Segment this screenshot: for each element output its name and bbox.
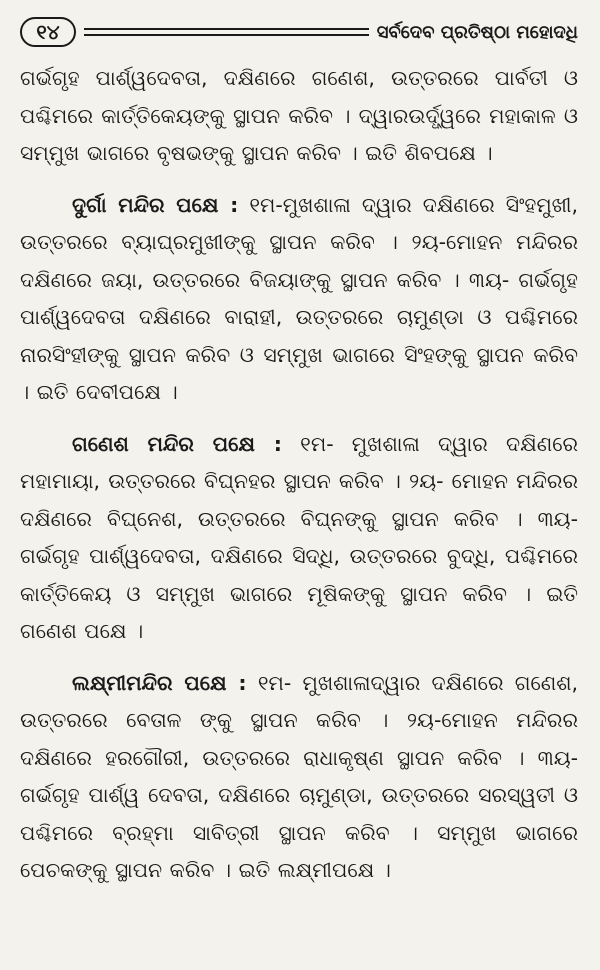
running-title: ସର୍ବଦେବ ପ୍ରତିଷ୍ଠା ମହୋଦଧି — [376, 21, 578, 43]
paragraph-heading: ଲକ୍ଷ୍ମୀମନ୍ଦିର ପକ୍ଷେ : — [72, 670, 247, 695]
paragraph-ganesha-temple — [20, 426, 578, 651]
paragraph-lakshmi-temple — [20, 665, 578, 890]
paragraph-durga-temple — [20, 187, 578, 412]
paragraph-shiva-continued — [20, 60, 578, 173]
paragraph-text: ୧ମ-ମୁଖଶାଳା ଦ୍ୱାର ଦକ୍ଷିଣରେ ସିଂହମୁଖୀ, ଉତ୍ତରରେ ବ୍ୟାଘ୍ରମୁଖୀଙ୍କୁ ସ୍ଥାପନ କରିବ । ୨ୟ-ମୋହନ ମନ୍ଦିରର ଦକ୍ଷିଣରେ ଜୟା, ଉତ୍ତରରେ ବିଜୟାଙ୍କୁ ସ୍ଥାପନ କରିବ । ୩ୟ- ଗର୍ଭଗୃହ ପାର୍ଶ୍ୱଦେବତା ଦକ୍ଷିଣରେ ବାରାହୀ, ଉତ୍ତରରେ ଚାମୁଣ୍ଡା ଓ ପଶ୍ଚିମରେ ନାରସିଂହୀଙ୍କୁ ସ୍ଥାପନ କରିବ ଓ ସମ୍ମୁଖ ଭାଗରେ ସିଂହଙ୍କୁ ସ୍ଥାପନ କରିବ । ଇତି ଦେବୀପକ୍ଷେ । — [20, 192, 578, 404]
paragraph-text: ଗର୍ଭଗୃହ ପାର୍ଶ୍ୱଦେବତା, ଦକ୍ଷିଣରେ ଗଣେଶ, ଉତ୍ତରରେ ପାର୍ବତୀ ଓ ପଶ୍ଚିମରେ କାର୍ତ୍ତିକେୟଙ୍କୁ ସ୍ଥାପନ କରିବ । ଦ୍ୱାରଉର୍ଦ୍ଧ୍ୱରେ ମହାକାଳ ଓ ସମ୍ମୁଖ ଭାଗରେ ବୃଷଭଙ୍କୁ ସ୍ଥାପନ କରିବ । ଇତି ଶିବପକ୍ଷେ । — [20, 66, 578, 165]
header-rule — [84, 26, 369, 38]
paragraph-text: ୧ମ- ମୁଖଶାଳାଦ୍ୱାର ଦକ୍ଷିଣରେ ଗଣେଶ, ଉତ୍ତରରେ ବେତାଳ ଙ୍କୁ ସ୍ଥାପନ କରିବ । ୨ୟ-ମୋହନ ମନ୍ଦିରର ଦକ୍ଷିଣରେ ହରଗୌରୀ, ଉତ୍ତରରେ ରାଧାକୃଷ୍ଣ ସ୍ଥାପନ କରିବ । ୩ୟ- ଗର୍ଭଗୃହ ପାର୍ଶ୍ୱ ଦେବତା, ଦକ୍ଷିଣରେ ଚାମୁଣ୍ଡା, ଉତ୍ତରରେ ସରସ୍ୱତୀ ଓ ପଶ୍ଚିମରେ ବ୍ରହ୍ମା ସାବିତ୍ରୀ ସ୍ଥାପନ କରିବ । ସମ୍ମୁଖ ଭାଗରେ ପେଚକଙ୍କୁ ସ୍ଥାପନ କରିବ । ଇତି ଲକ୍ଷ୍ମୀପକ୍ଷେ । — [20, 670, 578, 882]
page-header — [20, 12, 578, 52]
paragraph-heading: ଗଣେଶ ମନ୍ଦିର ପକ୍ଷେ : — [72, 431, 282, 456]
paragraph-text: ୧ମ- ମୁଖଶାଳା ଦ୍ୱାର ଦକ୍ଷିଣରେ ମହାମାୟା, ଉତ୍ତରରେ ବିଘ୍ନହର ସ୍ଥାପନ କରିବ । ୨ୟ- ମୋହନ ମନ୍ଦିରର ଦକ୍ଷିଣରେ ବିଘ୍ନେଶ, ଉତ୍ତରରେ ବିଘ୍ନଙ୍କୁ ସ୍ଥାପନ କରିବ । ୩ୟ- ଗର୍ଭଗୃହ ପାର୍ଶ୍ୱଦେବତା, ଦକ୍ଷିଣରେ ସିଦ୍ଧି, ଉତ୍ତରରେ ବୁଦ୍ଧି, ପଶ୍ଚିମରେ କାର୍ତ୍ତିକେୟ ଓ ସମ୍ମୁଖ ଭାଗରେ ମୂଷିକଙ୍କୁ ସ୍ଥାପନ କରିବ । ଇତି ଗଣେଶ ପକ୍ଷେ । — [20, 431, 578, 643]
page-body — [20, 60, 578, 890]
page-number: ୧୪ — [20, 17, 76, 47]
paragraph-heading: ଦୁର୍ଗା ମନ୍ଦିର ପକ୍ଷେ : — [72, 192, 239, 217]
